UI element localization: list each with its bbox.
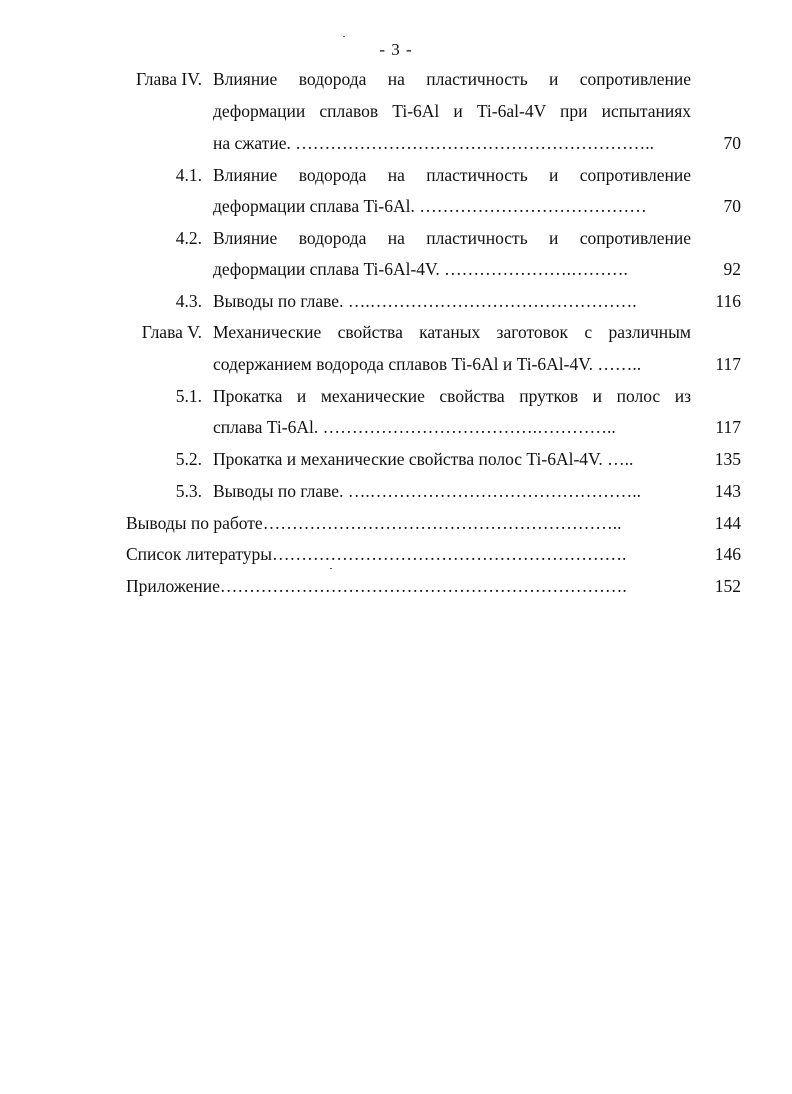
toc-entry-text: Влияние водорода на пластичность и сопротивление bbox=[213, 69, 691, 89]
toc-entry-text: на сжатие. …………………………………………………….. bbox=[213, 133, 654, 153]
toc-label-section-4-2: 4.2. bbox=[175, 228, 202, 248]
toc-entry-text: Прокатка и механические свойства полос Ti-6Al-4V. ….. bbox=[213, 449, 634, 469]
toc-label-chapter-4: Глава IV. bbox=[135, 69, 202, 89]
toc-entry-text: Влияние водорода на пластичность и сопротивление bbox=[213, 165, 691, 185]
toc-page-number: 116 bbox=[715, 291, 741, 311]
toc-label-section-5-1: 5.1. bbox=[175, 386, 202, 406]
toc-entry-references: Список литературы……………………………………………………. bbox=[126, 544, 627, 564]
page-number: - 3 - bbox=[379, 40, 413, 59]
toc-entry-text: деформации сплава Ti-6Al. ………………………………… bbox=[213, 196, 647, 216]
toc-page-number: 92 bbox=[723, 259, 741, 279]
toc-entry-text: деформации сплавов Ti-6Al и Ti-6al-4V при испытаниях bbox=[213, 101, 691, 121]
toc-page-number: 117 bbox=[715, 354, 741, 374]
toc-page-number: 143 bbox=[714, 481, 741, 501]
toc-entry-text: Выводы по главе. ….……………………………………….. bbox=[213, 481, 641, 501]
toc-page-number: 135 bbox=[714, 449, 741, 469]
toc-entry-text: Прокатка и механические свойства прутков и полос из bbox=[213, 386, 691, 406]
toc-entry-appendix: Приложение……………………………………………………………. bbox=[126, 576, 627, 596]
toc-page-number: 152 bbox=[714, 576, 741, 596]
toc-label-section-4-3: 4.3. bbox=[175, 291, 202, 311]
toc-label-section-5-3: 5.3. bbox=[175, 481, 202, 501]
toc-page-number: 70 bbox=[723, 133, 741, 153]
toc-page-number: 117 bbox=[715, 417, 741, 437]
toc-label-chapter-5: Глава V. bbox=[141, 322, 202, 342]
toc-page-number: 146 bbox=[714, 544, 741, 564]
toc-entry-text: деформации сплава Ti-6Al-4V. ………………….………. bbox=[213, 259, 628, 279]
toc-page-number: 144 bbox=[714, 513, 741, 533]
scan-speck bbox=[330, 568, 332, 569]
toc-entry-text: Выводы по главе. ….………………………………………. bbox=[213, 291, 637, 311]
toc-entry-text: содержанием водорода сплавов Ti-6Al и Ti-6Al-4V. …….. bbox=[213, 354, 642, 374]
toc-label-section-5-2: 5.2. bbox=[175, 449, 202, 469]
toc-entry-text: Механические свойства катаных заготовок с различным bbox=[213, 322, 691, 342]
toc-entry-conclusions: Выводы по работе…………………………………………………….. bbox=[126, 513, 622, 533]
toc-entry-text: сплава Ti-6Al. ……………………………….………….. bbox=[213, 417, 616, 437]
toc-page-number: 70 bbox=[723, 196, 741, 216]
toc-entry-text: Влияние водорода на пластичность и сопротивление bbox=[213, 228, 691, 248]
toc-label-section-4-1: 4.1. bbox=[175, 165, 202, 185]
scan-speck bbox=[343, 36, 345, 37]
